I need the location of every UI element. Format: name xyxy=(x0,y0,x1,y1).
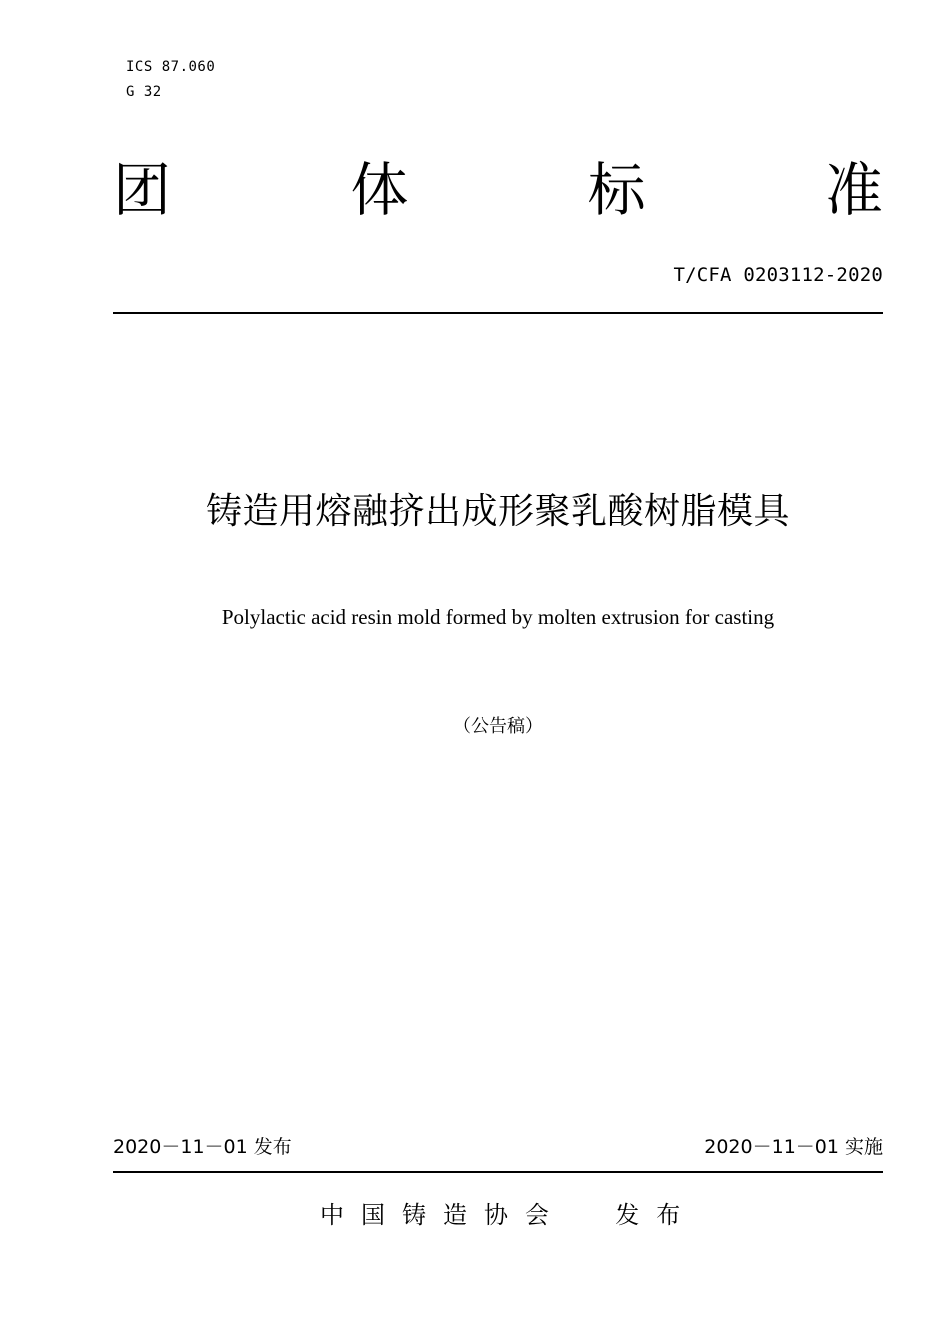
implementation-date: 2020－11－01 实施 xyxy=(704,1136,883,1158)
title-chinese: 铸造用熔融挤出成形聚乳酸树脂模具 xyxy=(205,491,790,532)
classification-codes xyxy=(126,55,215,105)
standard-number: T/CFA 0203112-2020 xyxy=(673,264,883,286)
document-type-heading xyxy=(113,158,883,222)
issue-date: 2020－11－01 发布 xyxy=(113,1136,292,1158)
heading-char: 体 xyxy=(350,156,409,224)
draft-status: （公告稿） xyxy=(453,716,543,737)
heading-char: 团 xyxy=(113,156,172,224)
heading-char: 标 xyxy=(587,156,646,224)
bottom-divider xyxy=(113,1171,883,1173)
ccs-code: G 32 xyxy=(126,84,162,100)
title-english: Polylactic acid resin mold formed by molten extrusion for casting xyxy=(221,605,775,629)
publisher: 中国铸造协会 发布 xyxy=(320,1201,698,1229)
ics-code: ICS 87.060 xyxy=(126,59,216,75)
top-divider xyxy=(113,312,883,314)
heading-char: 准 xyxy=(824,156,883,224)
